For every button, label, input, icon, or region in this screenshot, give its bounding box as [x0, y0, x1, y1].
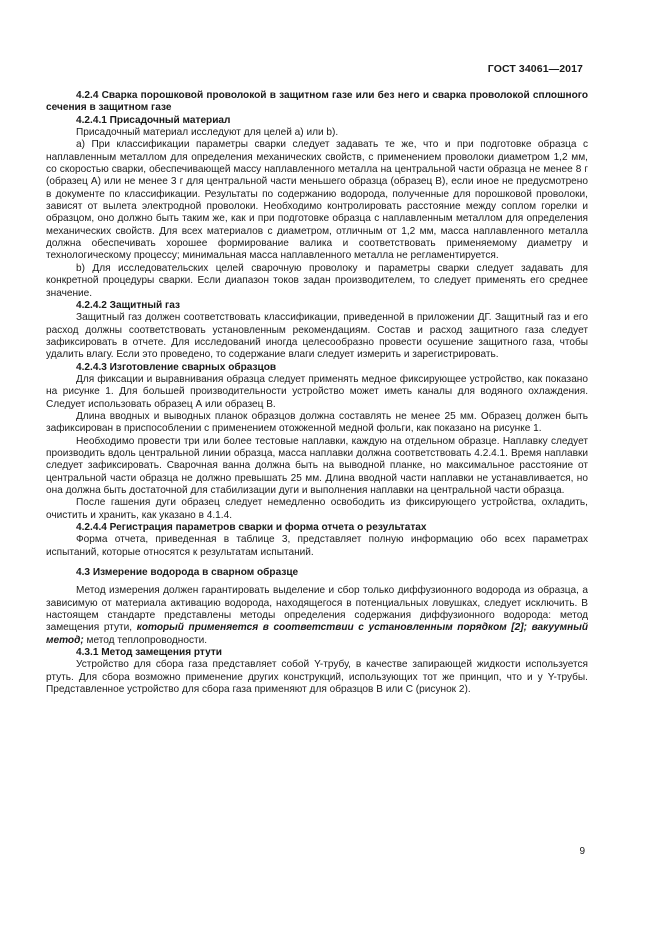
paragraph: Присадочный материал исследуют для целей а) или b).: [76, 127, 339, 139]
section-heading-4-2-4-2: 4.2.4.2 Защитный газ: [76, 299, 180, 311]
paragraph: После гашения дуги образец следует немедленно освободить из фиксирующего устройства, охладить, очистить и хранить, как указано в 4.1.4.: [46, 497, 588, 521]
section-heading-4-2-4-3: 4.2.4.3 Изготовление сварных образцов: [76, 361, 277, 373]
paragraph: Для фиксации и выравнивания образца следует применять медное фиксирующее устройство, как показано на рисунке 1. Для большей производительности устройство может иметь каналы для водяного охлаждения. Следует использовать образец А или образец В.: [46, 373, 588, 410]
page-number: 9: [579, 846, 585, 857]
paragraph-methods-tail: метод теплопроводности.: [83, 634, 208, 646]
section-heading-4-2-4-4: 4.2.4.4 Регистрация параметров сварки и форма отчета о результатах: [76, 522, 427, 534]
paragraph-methods: [46, 585, 588, 647]
paragraph: Необходимо провести три или более тестовые наплавки, каждую на отдельном образце. Наплавку следует производить вдоль центральной линии образца, масса наплавки должна соответствовать 4.2.4.1. Время наплавки следует зафиксировать. Сварочная ванна должна быть на выводной планке, но максимальное расстояние от центральной части образца не должно превышать 25 мм. Длина вводной части наплавки не устанавливается, но она должна быть достаточной для стабилизации дуги и выполнения наплавки на центральной части образца.: [46, 435, 588, 496]
paragraph: Длина вводных и выводных планок образцов должна составлять не менее 25 мм. Образец должен быть зафиксирован в приспособлении с применением отожженной медной фольги, как показано на рисунке 1.: [46, 410, 588, 435]
paragraph-methods-emphasis: который применяется в соответствии с установленным порядком [2]; вакуумный метод;: [46, 622, 588, 646]
section-heading-4-3: 4.3 Измерение водорода в сварном образце: [76, 567, 299, 579]
section-heading-4-2-4: 4.2.4 Сварка порошковой проволокой в защитном газе или без него и сварка проволокой сплошного сечения в защитном газе: [46, 90, 588, 114]
paragraph: Защитный газ должен соответствовать классификации, приведенной в приложении ДГ. Защитный газ и его расход должны соответствовать установленным рекомендациям. Состав и расход защитного газа следует зафиксировать в отчете. Для исследований иногда целесообразно провести осушение защитного газа, чтобы удалить влагу. Если это проведено, то содержание влаги следует измерить и зарегистрировать.: [46, 312, 588, 361]
paragraph: b) Для исследовательских целей сварочную проволоку и параметры сварки следует задавать для конкретной процедуры сварки. Если диапазон токов задан производителем, то следует применять его среднее значение.: [46, 262, 588, 299]
standard-header: ГОСТ 34061—2017: [487, 63, 583, 75]
section-heading-4-2-4-1: 4.2.4.1 Присадочный материал: [76, 114, 231, 126]
paragraph: Форма отчета, приведенная в таблице 3, представляет полную информацию обо всех параметрах испытаний, которые относятся к результатам испытаний.: [46, 534, 588, 558]
paragraph: а) При классификации параметры сварки следует задавать те же, что и при подготовке образца с наплавленным металлом для определения механических свойств, с применением проволоки диаметром 1,2 мм, со скоростью сварки, обеспечивающей массу наплавленного металла на центральной части образца не менее 8 г (образец А) или не менее 3 г для центральной части меньшего образца (образец В), если иное не предусмотрено в документе по классификации. Результаты по содержанию водорода, полученные для порошковой проволоки, зависят от вылета электродной проволоки. Необходимо контролировать расстояние между соплом горелки и образцом, оно должно быть таким же, как и при подготовке образца с наплавленным металлом для определения механических свойств. Для всех материалов с диаметром, отличным от 1,2 мм, масса наплавленного металла должна обеспечивать хорошее формирование валика и соответствовать применяемому диаметру и технологическому процессу; минимальная масса наплавленного металла не регламентируется.: [46, 139, 588, 262]
paragraph: Устройство для сбора газа представляет собой Y-трубу, в качестве запирающей жидкости используется ртуть. Для сбора возможно применение других конструкций, использующих тот же принцип, что и у Y-трубы. Представленное устройство для сбора газа применяют для образцов В или С (рисунок 2).: [46, 659, 588, 696]
section-heading-4-3-1: 4.3.1 Метод замещения ртути: [76, 647, 223, 659]
document-body: [46, 90, 588, 697]
paragraph-methods-text: Метод измерения должен гарантировать выделение и сбор только диффузионного водорода из образца, а зависимую от материала активацию водорода, находящегося в потенциальных ловушках, следует исключить. В настоящем стандарте представлены методы определения содержания диффузионного водорода: метод замещения ртути,: [46, 585, 588, 634]
